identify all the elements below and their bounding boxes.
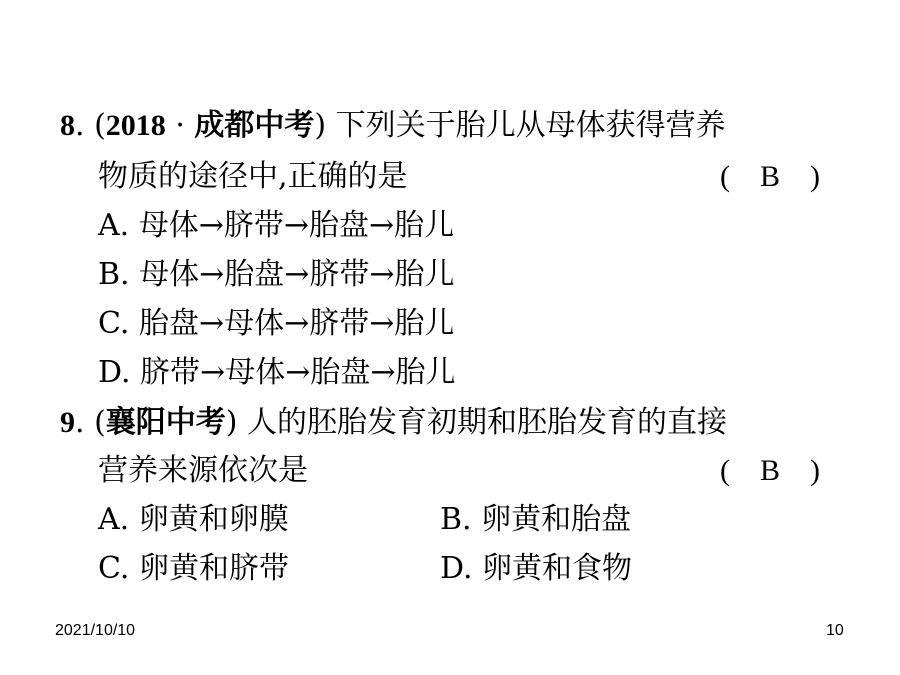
question-9-number: 9: [60, 406, 75, 439]
question-8-option-d: D. 脐带→母体→胎盘→胎儿: [98, 355, 456, 390]
question-9-option-b: B. 卵黄和胎盘: [440, 502, 632, 537]
question-8-line-2: [98, 157, 408, 197]
question-9-answer: B: [760, 454, 781, 487]
question-9-line-2: [98, 451, 308, 491]
question-8-line-1: 8. (2018 · 成都中考) 下列关于胎儿从母体获得营养: [60, 108, 726, 143]
footer-date: 2021/10/10: [55, 622, 136, 639]
question-8-answer-bracket: ( B ): [720, 157, 820, 197]
question-8-option-c: C. 胎盘→母体→脐带→胎儿: [98, 306, 455, 341]
question-8-answer: B: [760, 160, 781, 193]
footer-page-number: 10: [826, 622, 844, 639]
question-9-option-a: A. 卵黄和卵膜: [98, 502, 289, 537]
question-9-option-d: D. 卵黄和食物: [440, 551, 633, 586]
question-9-stem-line-2: 营养来源依次是: [98, 453, 308, 488]
question-9-answer-bracket: ( B ): [720, 451, 820, 491]
question-8-source-place: 成都中考: [194, 108, 315, 143]
question-9-option-c: C. 卵黄和脐带: [98, 551, 289, 586]
question-9-stem-line-1: 人的胚胎发育初期和胚胎发育的直接: [247, 405, 728, 440]
question-8-stem-line-2: 物质的途径中,正确的是: [98, 159, 408, 194]
question-8-stem-line-1: 下列关于胎儿从母体获得营养: [335, 108, 726, 143]
question-8-option-a: A. 母体→脐带→胎盘→胎儿: [98, 208, 455, 243]
question-8-number: 8: [60, 109, 75, 142]
question-8-option-b: B. 母体→胎盘→脐带→胎儿: [98, 257, 455, 292]
question-8-source-year: 2018: [105, 109, 166, 142]
question-9-source-place: 襄阳中考: [105, 405, 226, 440]
question-9-line-1: 9. (襄阳中考) 人的胚胎发育初期和胚胎发育的直接: [60, 405, 728, 440]
